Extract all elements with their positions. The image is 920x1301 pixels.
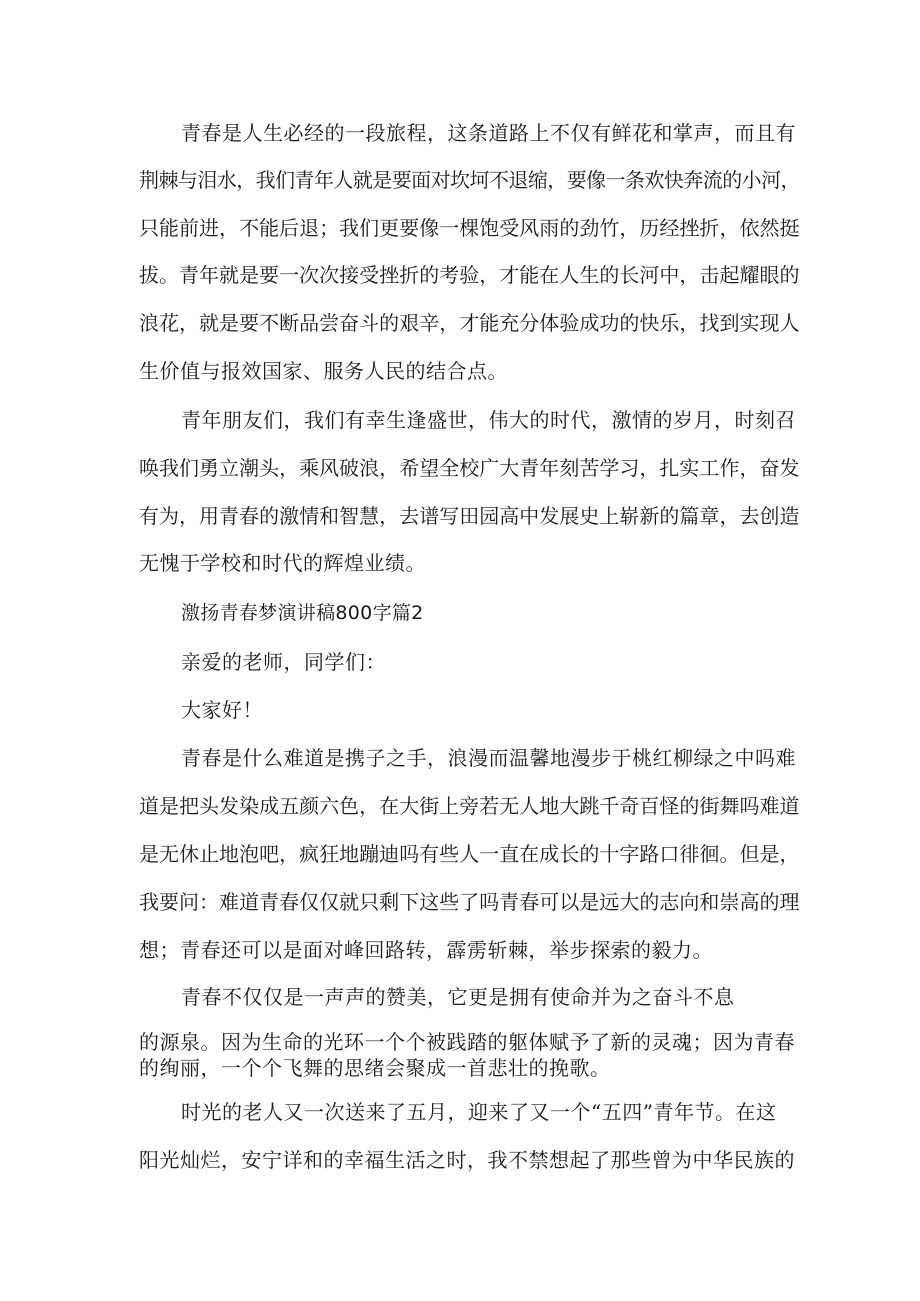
paragraph-1-line-5: 浪花，就是要不断品尝奋斗的艰辛，才能充分体验成功的快乐，找到实现人: [139, 311, 800, 335]
paragraph-2-line-1: 青年朋友们，我们有幸生逢盛世，伟大的时代，激情的岁月，时刻召: [181, 408, 796, 432]
paragraph-1-line-1: 青春是人生必经的一段旅程，这条道路上不仅有鲜花和掌声，而且有: [181, 121, 796, 145]
paragraph-2-line-3: 有为，用青春的激情和智慧，去谱写田园高中发展史上崭新的篇章，去创造: [139, 504, 800, 528]
paragraph-2-line-4: 无愧于学校和时代的辉煌业绩。: [139, 551, 426, 575]
salutation: 亲爱的老师，同学们：: [181, 650, 386, 674]
paragraph-2-line-2: 唤我们勇立潮头，乘风破浪，希望全校广大青年刻苦学习，扎实工作，奋发: [139, 456, 800, 480]
paragraph-1-line-4: 拔。青年就是要一次次接受挫折的考验，才能在人生的长河中，击起耀眼的: [139, 263, 800, 287]
paragraph-3-line-2: 道是把头发染成五颜六色，在大街上旁若无人地大跳千奇百怪的街舞吗难道: [139, 794, 800, 818]
paragraph-4-line-1: 青春不仅仅是一声声的赞美，它更是拥有使命并为之奋斗不息: [181, 985, 735, 1009]
paragraph-5-line-2: 阳光灿烂，安宁详和的幸福生活之时，我不禁想起了那些曾为中华民族的: [139, 1148, 795, 1172]
greeting: 大家好！: [181, 698, 263, 722]
section-heading: 激扬青春梦演讲稿800字篇2: [181, 602, 424, 624]
paragraph-1-line-2: 荆棘与泪水，我们青年人就是要面对坎坷不退缩，要像一条欢快奔流的小河，: [139, 168, 800, 192]
paragraph-5-line-1: 时光的老人又一次送来了五月，迎来了又一个“五四”青年节。在这: [181, 1100, 777, 1124]
paragraph-1-line-3: 只能前进，不能后退；我们更要像一棵饱受风雨的劲竹，历经挫折，依然挺: [139, 216, 800, 240]
paragraph-3-line-1: 青春是什么难道是携子之手，浪漫而温馨地漫步于桃红柳绿之中吗难: [181, 746, 796, 770]
paragraph-1-line-6: 生价值与报效国家、服务人民的结合点。: [139, 359, 508, 383]
paragraph-4-line-3: 的绚丽，一个个飞舞的思绪会聚成一首悲壮的挽歌。: [139, 1056, 611, 1080]
paragraph-4-line-2: 的源泉。因为生命的光环一个个被践踏的躯体赋予了新的灵魂；因为青春: [139, 1030, 795, 1054]
paragraph-3-line-4: 我要问：难道青春仅仅就只剩下这些了吗青春可以是远大的志向和崇高的理: [139, 890, 800, 914]
paragraph-3-line-3: 是无休止地泡吧，疯狂地蹦迪吗有些人一直在成长的十字路口徘徊。但是，: [139, 842, 800, 866]
paragraph-3-line-5: 想；青春还可以是面对峰回路转，霹雳斩棘，举步探索的毅力。: [139, 938, 713, 962]
